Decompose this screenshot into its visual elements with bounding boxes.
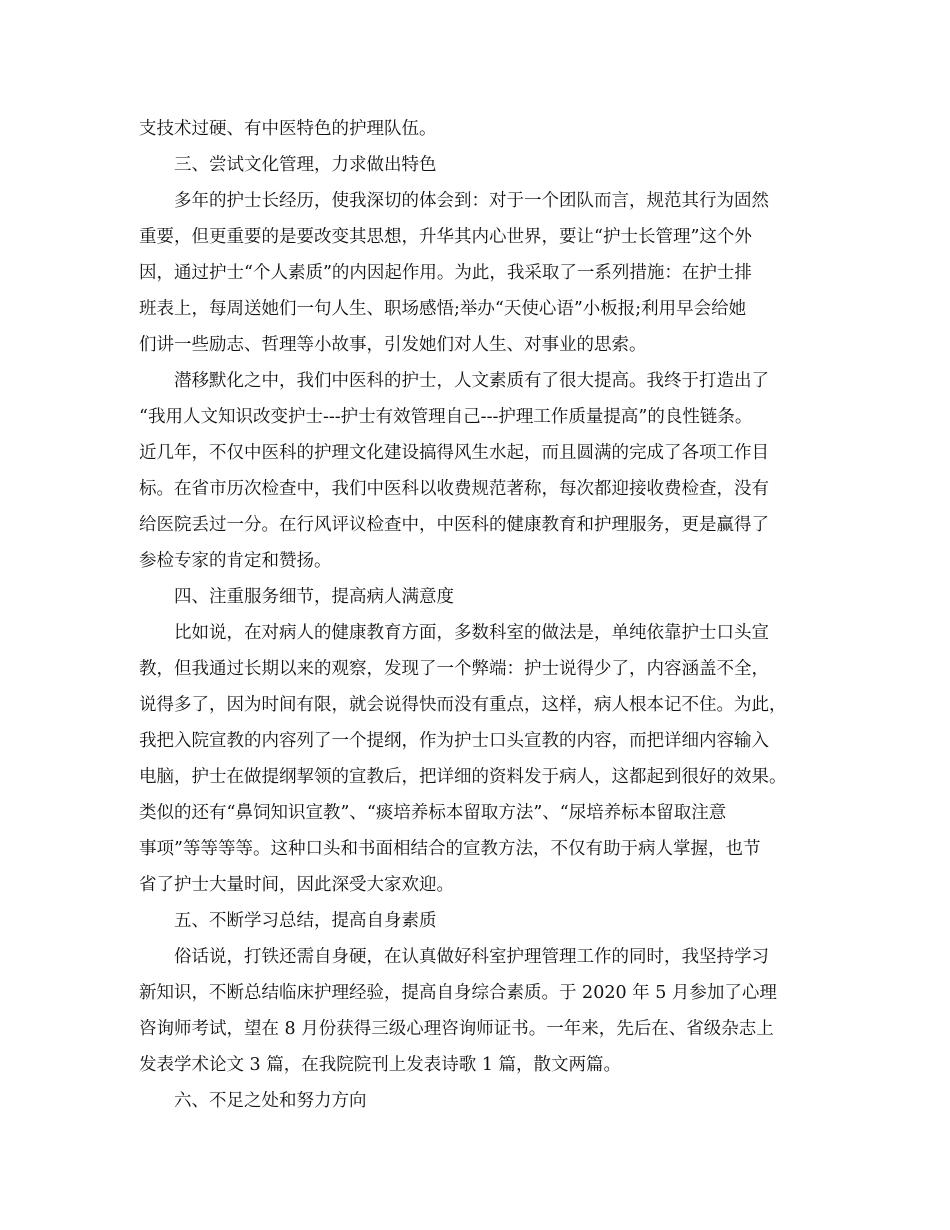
text-line: 参检专家的肯定和赞扬。 [139,551,332,571]
document-page [139,111,815,1119]
text-line: 教，但我通过长期以来的观察，发现了一个弊端：护士说得少了，内容涵盖不全， [139,659,769,679]
text-line: 因，通过护士“个人素质”的内因起作用。为此，我采取了一系列措施：在护士排 [139,263,752,283]
section-heading: 五、不断学习总结，提高自身素质 [174,911,437,931]
section-heading: 三、尝试文化管理，力求做出特色 [174,155,437,175]
text-line: 们讲一些励志、哲理等小故事，引发她们对人生、对事业的思索。 [139,335,647,355]
text-line: 重要，但更重要的是要改变其思想，升华其内心世界，要让“护士长管理”这个外 [139,227,752,247]
text-line: 省了护士大量时间，因此深受大家欢迎。 [139,875,454,895]
text-line: 近几年，不仅中医科的护理文化建设搞得风生水起，而且圆满的完成了各项工作目 [139,443,769,463]
text-line: 标。在省市历次检查中，我们中医科以收费规范著称，每次都迎接收费检查，没有 [139,479,769,499]
text-line: 说得多了，因为时间有限，就会说得快而没有重点，这样，病人根本记不住。为此， [139,695,787,715]
paragraph-first-line: 比如说，在对病人的健康教育方面，多数科室的做法是，单纯依靠护士口头宣 [174,623,769,643]
text-line: 新知识，不断总结临床护理经验，提高自身综合素质。于 2020 年 5 月参加了心理 [139,983,777,1003]
text-line: 事项”等等等等。这种口头和书面相结合的宣教方法，不仅有助于病人掌握，也节 [139,839,761,859]
paragraph-first-line: 多年的护士长经历，使我深切的体会到：对于一个团队而言，规范其行为固然 [174,191,769,211]
paragraph-first-line: 俗话说，打铁还需自身硬，在认真做好科室护理管理工作的同时，我坚持学习 [174,947,769,967]
text-line: 支技术过硬、有中医特色的护理队伍。 [139,119,437,139]
text-line: “我用人文知识改变护士---护士有效管理自己---护理工作质量提高”的良性链条。 [139,407,753,427]
text-line: 我把入院宣教的内容列了一个提纲，作为护士口头宣教的内容，而把详细内容输入 [139,731,769,751]
text-line: 类似的还有“鼻饲知识宣教”、“痰培养标本留取方法”、“尿培养标本留取注意 [139,803,727,823]
text-line: 班表上，每周送她们一句人生、职场感悟;举办“天使心语”小板报;利用早会给她 [139,299,747,319]
text-line: 咨询师考试，望在 8 月份获得三级心理咨询师证书。一年来，先后在、省级杂志上 [139,1019,774,1039]
section-heading: 四、注重服务细节，提高病人满意度 [174,587,454,607]
section-heading: 六、不足之处和努力方向 [174,1091,367,1111]
text-line: 给医院丢过一分。在行风评议检查中，中医科的健康教育和护理服务，更是赢得了 [139,515,769,535]
paragraph-first-line: 潜移默化之中，我们中医科的护士，人文素质有了很大提高。我终于打造出了 [174,371,769,391]
text-line: 电脑，护士在做提纲挈领的宣教后，把详细的资料发于病人，这都起到很好的效果。 [139,767,787,787]
text-line: 发表学术论文 3 篇，在我院院刊上发表诗歌 1 篇，散文两篇。 [139,1055,622,1075]
